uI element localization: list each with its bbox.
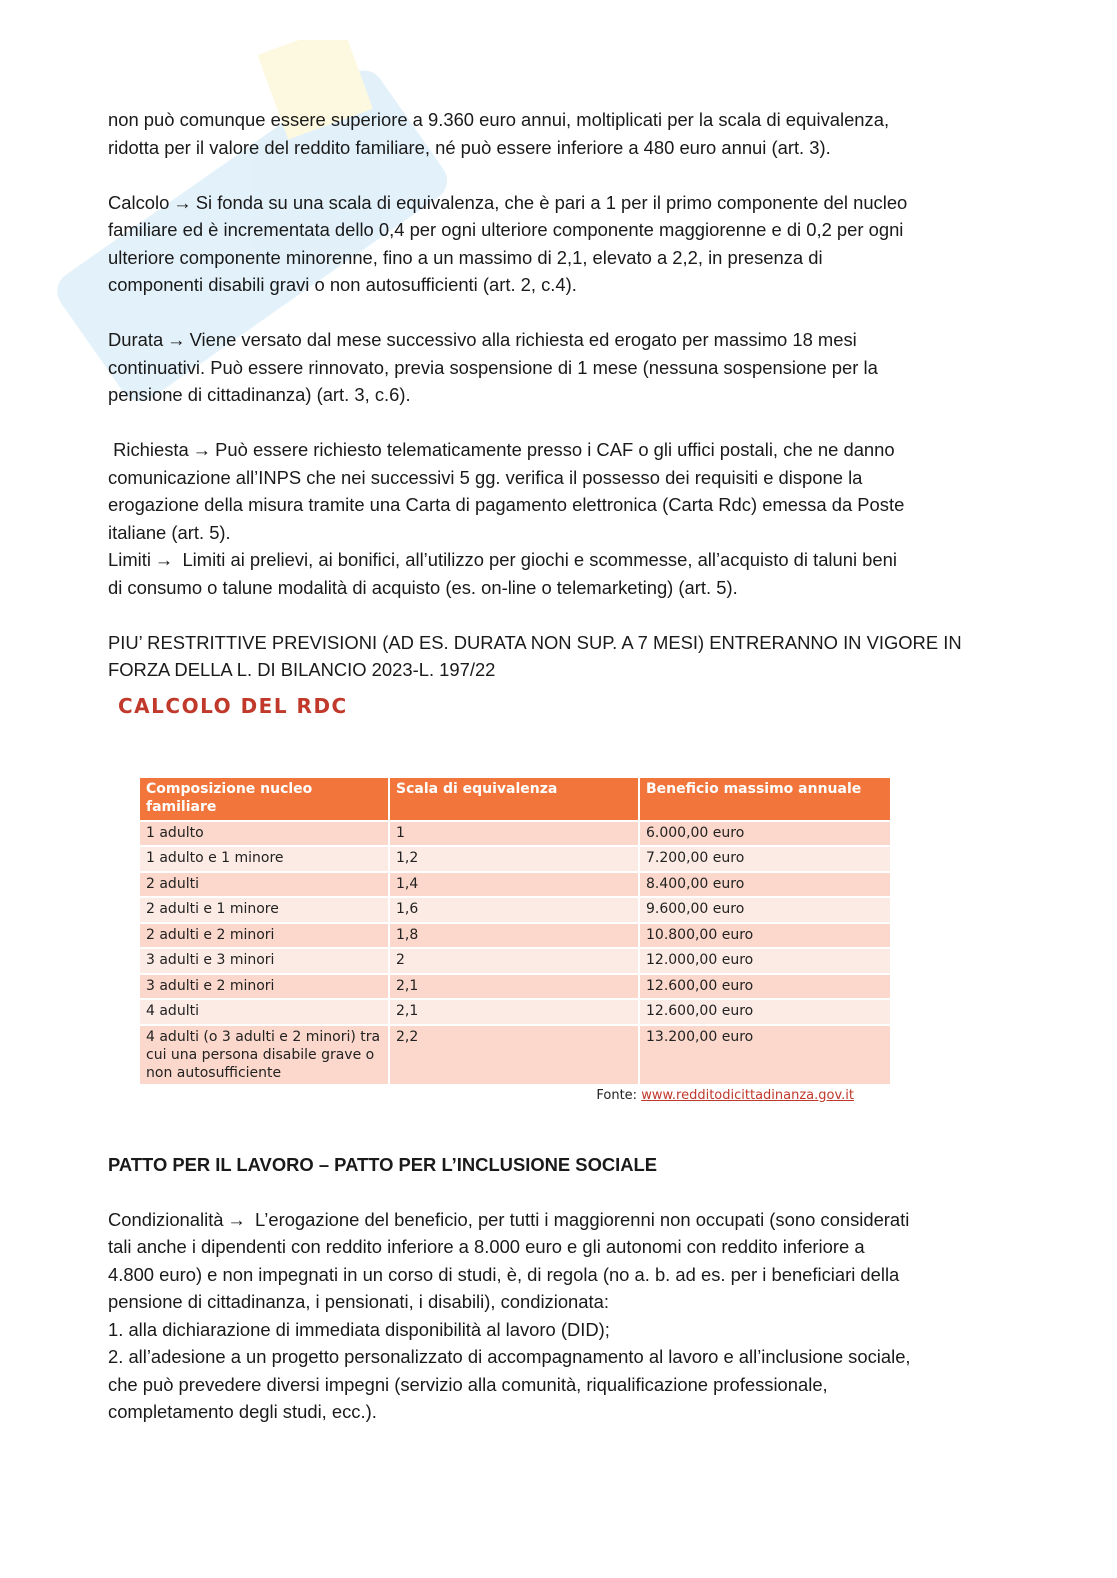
table-cell: 1 (390, 822, 638, 846)
table-cell: 12.600,00 euro (640, 1000, 890, 1024)
table-cell: 7.200,00 euro (640, 847, 890, 871)
text-line: PIU’ RESTRITTIVE PREVISIONI (AD ES. DURATA NON SUP. A 7 MESI) ENTRERANNO IN VIGORE IN (108, 631, 962, 653)
text-line: pensione di cittadinanza, i pensionati, i disabili), condizionata: (108, 1291, 609, 1312)
document-page (108, 106, 1013, 1453)
text-line: di consumo o talune modalità di acquisto (es. on-line o telemarketing) (art. 5). (108, 576, 738, 598)
text-line: Viene versato dal mese successivo alla richiesta ed erogato per massimo 18 mesi (189, 329, 857, 350)
table-cell: 3 adulti e 2 minori (140, 975, 388, 999)
text-line: familiare ed è incrementata dello 0,4 per ogni ulteriore componente maggiorenne e di 0,2 per ogni (108, 219, 904, 240)
source-link[interactable]: www.redditodicittadinanza.gov.it (641, 1087, 854, 1103)
table-cell: 10.800,00 euro (640, 924, 890, 948)
table-cell: 1,8 (390, 924, 638, 948)
table-cell: 1,6 (390, 898, 638, 922)
column-header: Beneficio massimo annuale (640, 778, 890, 820)
source-label: Fonte: (596, 1087, 638, 1103)
text-line: ulteriore componente minorenne, fino a un massimo di 2,1, elevato a 2,2, in presenza di (108, 246, 823, 268)
text-line: Limiti ai prelievi, ai bonifici, all’utilizzo per giochi e scommesse, all’acquisto di taluni beni (182, 549, 897, 570)
table-cell: 8.400,00 euro (640, 873, 890, 897)
table-cell: 2,1 (390, 975, 638, 999)
table-row (140, 949, 890, 973)
text-line: comunicazione all’INPS che nei successivi 5 gg. verifica il possesso dei requisiti e dispone la (108, 466, 863, 488)
table-cell: 4 adulti (140, 1000, 388, 1024)
table-row (140, 822, 890, 846)
table-source (140, 1088, 890, 1103)
table-cell: 2 (390, 949, 638, 973)
table-cell: 13.200,00 euro (640, 1026, 890, 1084)
text-line: ridotta per il valore del reddito familiare, né può essere inferiore a 480 euro annui (art. 3). (108, 136, 831, 158)
richiesta-paragraph (108, 436, 1013, 546)
text-line: L’erogazione del beneficio, per tutti i maggiorenni non occupati (sono considerati (255, 1208, 910, 1230)
text-line: Può essere richiesto telematicamente presso i CAF o gli uffici postali, che ne danno (215, 439, 895, 460)
column-header: Scala di equivalenza (390, 778, 638, 820)
text-line: italiane (art. 5). (108, 521, 231, 543)
arrow-right-icon: → (192, 439, 212, 460)
table-cell: 2,1 (390, 1000, 638, 1024)
intro-paragraph (108, 106, 1013, 161)
table-row (140, 873, 890, 897)
section-title: PATTO PER IL LAVORO – PATTO PER L’INCLUSIONE SOCIALE (108, 1153, 658, 1175)
limiti-paragraph (108, 546, 1013, 601)
table-cell: 2 adulti e 1 minore (140, 898, 388, 922)
table-row (140, 1000, 890, 1024)
table-cell: 1 adulto e 1 minore (140, 847, 388, 871)
table-cell: 2 adulti e 2 minori (140, 924, 388, 948)
table-cell: 9.600,00 euro (640, 898, 890, 922)
rdc-table (138, 776, 892, 1086)
arrow-right-icon: → (167, 329, 186, 350)
arrow-right-icon: → (227, 1208, 246, 1230)
condizionalita-label: Condizionalità (108, 1208, 224, 1230)
richiesta-label: Richiesta (113, 439, 189, 460)
text-line: che può prevedere diversi impegni (servizio alla comunità, riqualificazione professionale, (108, 1373, 828, 1395)
table-cell: 3 adulti e 3 minori (140, 949, 388, 973)
arrow-right-icon: → (154, 549, 174, 570)
table-row (140, 898, 890, 922)
text-line: non può comunque essere superiore a 9.360 euro annui, moltiplicati per la scala di equivalenza, (108, 109, 890, 130)
text-line: 1. alla dichiarazione di immediata disponibilità al lavoro (DID); (108, 1318, 610, 1340)
table-row (140, 1026, 890, 1084)
table-row (140, 847, 890, 871)
text-line: pensione di cittadinanza) (art. 3, c.6). (108, 384, 411, 405)
table-cell: 1,2 (390, 847, 638, 871)
text-line: componenti disabili gravi o non autosufficienti (art. 2, c.4). (108, 274, 577, 295)
rdc-table-title: CALCOLO DEL RDC (118, 693, 348, 718)
durata-label: Durata (108, 329, 164, 350)
text-line: FORZA DELLA L. DI BILANCIO 2023-L. 197/22 (108, 659, 496, 680)
table-cell: 1 adulto (140, 822, 388, 846)
condizionalita-paragraph (108, 1206, 1013, 1426)
table-cell: 2 adulti (140, 873, 388, 897)
column-header: Composizione nucleo familiare (140, 778, 388, 820)
table-cell: 12.000,00 euro (640, 949, 890, 973)
text-line: erogazione della misura tramite una Carta di pagamento elettronica (Carta Rdc) emessa da Poste (108, 494, 905, 515)
durata-paragraph (108, 326, 1013, 409)
text-line: 2. all’adesione a un progetto personalizzato di accompagnamento al lavoro e all’inclusione sociale, (108, 1346, 911, 1367)
table-cell: 1,4 (390, 873, 638, 897)
limiti-label: Limiti (108, 549, 151, 570)
calcolo-label: Calcolo (108, 191, 170, 213)
notice-paragraph (108, 629, 1013, 684)
table-cell: 6.000,00 euro (640, 822, 890, 846)
text-line: continuativi. Può essere rinnovato, previa sospensione di 1 mese (nessuna sospensione per la (108, 356, 878, 378)
table-cell: 4 adulti (o 3 adulti e 2 minori) tra cui una persona disabile grave o non autosufficiente (140, 1026, 388, 1084)
table-cell: 12.600,00 euro (640, 975, 890, 999)
table-row (140, 975, 890, 999)
text-line: Si fonda su una scala di equivalenza, che è pari a 1 per il primo componente del nucleo (195, 191, 908, 213)
table-row (140, 924, 890, 948)
rdc-table-container (140, 776, 890, 1103)
text-line: tali anche i dipendenti con reddito inferiore a 8.000 euro e gli autonomi con reddito inferiore a (108, 1236, 865, 1257)
calcolo-paragraph (108, 189, 1013, 299)
text-line: 4.800 euro) e non impegnati in un corso di studi, è, di regola (no a. b. ad es. per i beneficiari della (108, 1263, 900, 1285)
arrow-right-icon: → (173, 191, 192, 213)
table-header-row (140, 778, 890, 820)
table-cell: 2,2 (390, 1026, 638, 1084)
text-line: completamento degli studi, ecc.). (108, 1401, 377, 1422)
